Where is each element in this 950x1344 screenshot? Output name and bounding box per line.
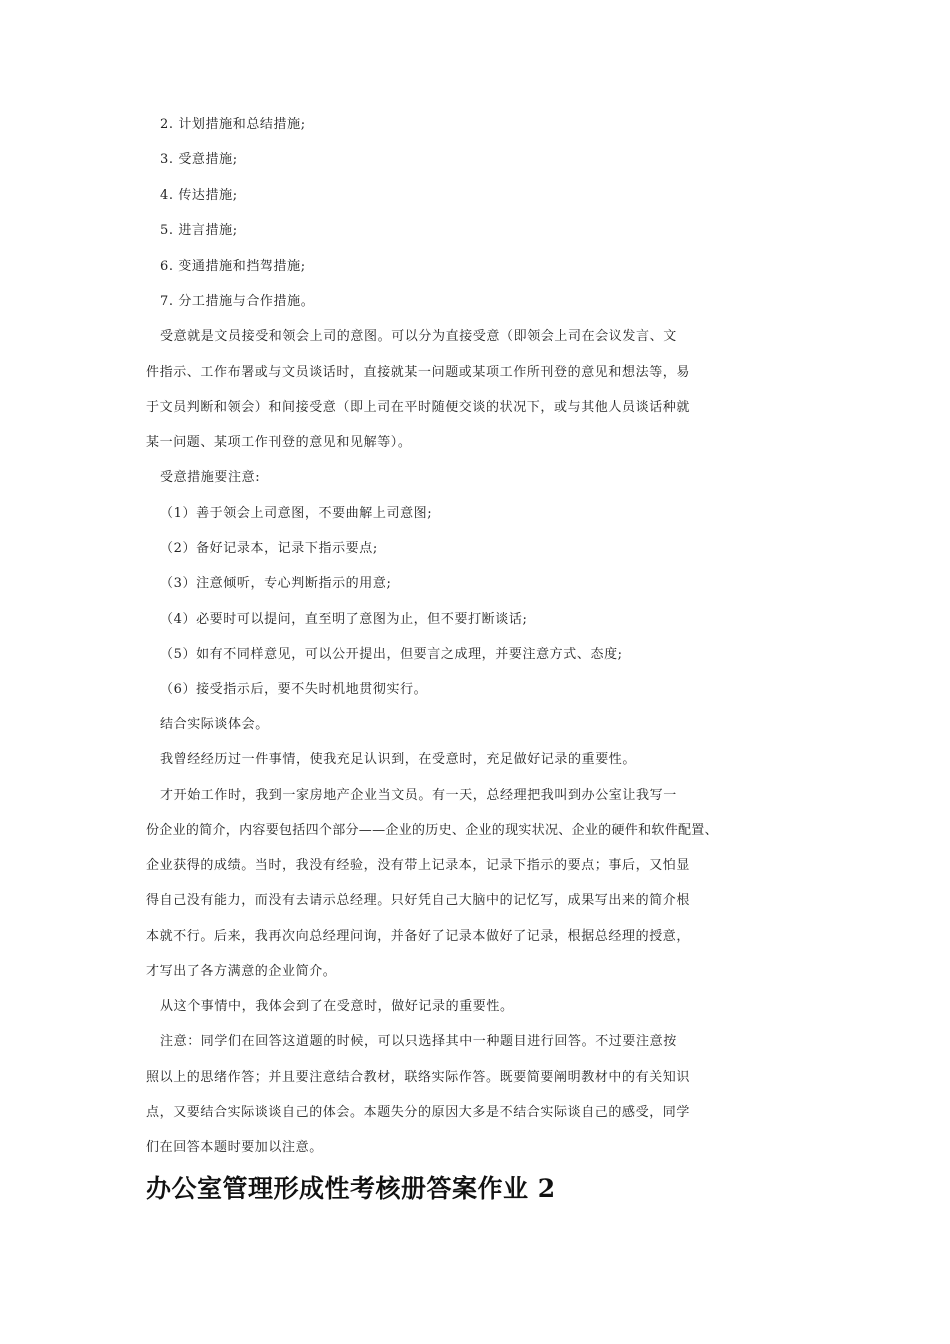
note-paragraph-line: 注意：同学们在回答这道题的时候，可以只选择其中一种题目进行回答。不过要注意按: [160, 1034, 677, 1049]
list-item: 4. 传达措施;: [160, 188, 238, 203]
list-item: 7. 分工措施与合作措施。: [160, 294, 315, 309]
list-item: 5. 进言措施;: [160, 223, 238, 238]
paragraph-line: 于文员判断和领会）和间接受意（即上司在平时随便交谈的状况下，或与其他人员谈话种就: [146, 400, 691, 415]
note-item: （1）善于领会上司意图，不要曲解上司意图;: [160, 506, 433, 521]
section-heading: 办公室管理形成性考核册答案作业 2: [146, 1174, 556, 1203]
experience-intro: 我曾经经历过一件事情，使我充足认识到，在受意时，充足做好记录的重要性。: [160, 752, 637, 767]
story-line: 才写出了各方满意的企业简介。: [146, 964, 337, 979]
paragraph-line: 件指示、工作布署或与文员谈话时，直接就某一问题或某项工作所刊登的意见和想法等，易: [146, 365, 691, 380]
note-item: （5）如有不同样意见，可以公开提出，但要言之成理，并要注意方式、态度;: [160, 647, 623, 662]
story-line: 份企业的简介，内容要包括四个部分——企业的历史、企业的现实状况、企业的硬件和软件配置、: [146, 823, 718, 838]
note-item: （3）注意倾听，专心判断指示的用意;: [160, 576, 392, 591]
conclusion-line: 从这个事情中，我体会到了在受意时，做好记录的重要性。: [160, 999, 514, 1014]
note-paragraph-line: 照以上的思绪作答；并且要注意结合教材，联络实际作答。既要简要阐明教材中的有关知识: [146, 1070, 691, 1085]
paragraph-line: 受意就是文员接受和领会上司的意图。可以分为直接受意（即领会上司在会议发言、文: [160, 329, 677, 344]
note-paragraph-line: 们在回答本题时要加以注意。: [146, 1140, 323, 1155]
list-item: 6. 变通措施和挡驾措施;: [160, 259, 306, 274]
experience-title: 结合实际谈体会。: [160, 717, 269, 732]
story-line: 本就不行。后来，我再次向总经理问询，并备好了记录本做好了记录，根据总经理的授意，: [146, 929, 691, 944]
notes-title: 受意措施要注意:: [160, 470, 261, 485]
paragraph-line: 某一问题、某项工作刊登的意见和见解等）。: [146, 435, 412, 450]
list-item: 3. 受意措施;: [160, 152, 238, 167]
story-line: 得自己没有能力，而没有去请示总经理。只好凭自己大脑中的记忆写，成果写出来的简介根: [146, 893, 691, 908]
story-line: 才开始工作时，我到一家房地产企业当文员。有一天，总经理把我叫到办公室让我写一: [160, 788, 677, 803]
note-item: （4）必要时可以提问，直至明了意图为止，但不要打断谈话;: [160, 612, 528, 627]
note-item: （6）接受指示后，要不失时机地贯彻实行。: [160, 682, 428, 697]
list-item: 2. 计划措施和总结措施;: [160, 117, 306, 132]
story-line: 企业获得的成绩。当时，我没有经验，没有带上记录本，记录下指示的要点；事后，又怕显: [146, 858, 691, 873]
note-item: （2）备好记录本，记录下指示要点;: [160, 541, 378, 556]
note-paragraph-line: 点，又要结合实际谈谈自己的体会。本题失分的原因大多是不结合实际谈自己的感受，同学: [146, 1105, 691, 1120]
